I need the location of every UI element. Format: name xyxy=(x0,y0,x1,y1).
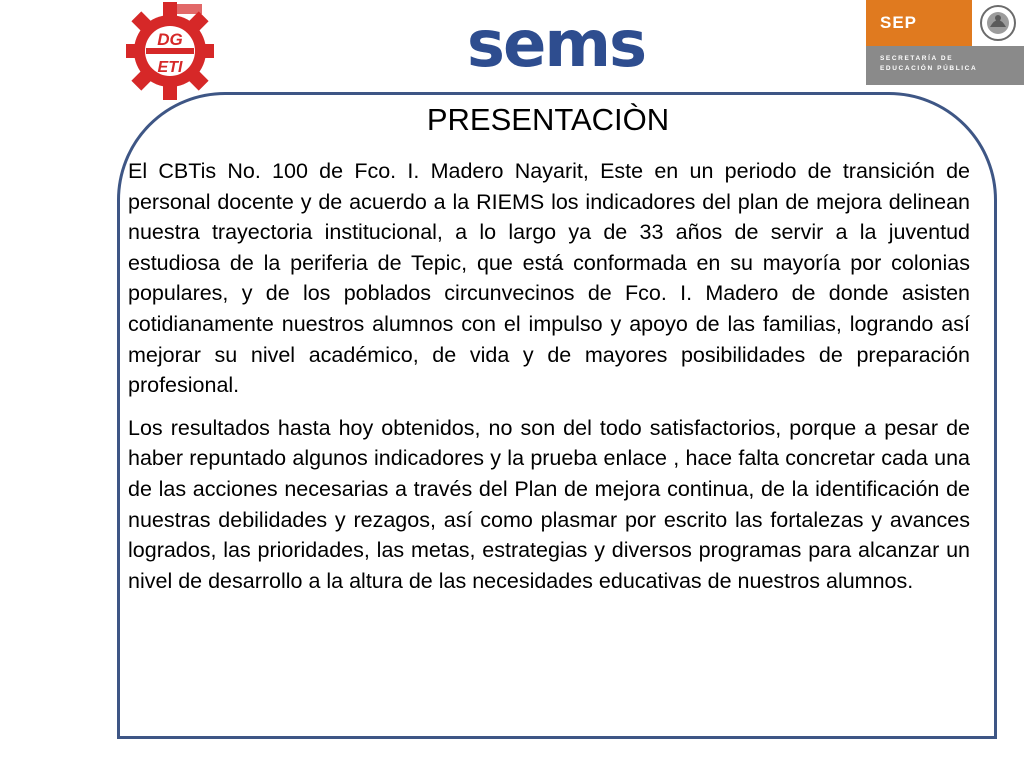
slide-body xyxy=(128,156,970,596)
sep-name-line1: SECRETARÍA DE xyxy=(880,55,954,62)
dgeti-gear-logo-icon xyxy=(120,0,218,102)
sep-logo-top xyxy=(866,0,1024,46)
sep-logo-word: SEP xyxy=(866,0,972,46)
body-paragraph-1: El CBTis No. 100 de Fco. I. Madero Nayarit, Este en un periodo de transición de personal docente y de acuerdo a la RIEMS los indicadores del plan de mejora delinean nuestra trayectoria institucional, a lo largo ya de 33 años de servir a la juventud estudiosa de la periferia de Tepic, que está conformada en su mayoría por colonias populares, y de los poblados circunvecinos de Fco. I. Madero de donde asisten cotidianamente nuestros alumnos con el impulso y apoyo de las familias, logrando así mejorar su nivel académico, de vida y de mayores posibilidades de preparación profesional. xyxy=(128,159,970,398)
dgeti-top-text: DG xyxy=(157,30,183,49)
sep-name-line2: EDUCACIÓN PÚBLICA xyxy=(880,65,978,72)
sep-logo xyxy=(866,0,1024,85)
body-paragraph-2: Los resultados hasta hoy obtenidos, no son del todo satisfactorios, porque a pesar de haber repuntado algunos indicadores y la prueba enlace , hace falta concretar cada una de las acciones necesarias a través del Plan de mejora continua, de la identificación de nuestras debilidades y rezagos, así como plasmar por escrito las fortalezas y avances logrados, las prioridades, las metas, estrategias y diversos programas para alcanzar un nivel de desarrollo a la altura de las necesidades educativas de nuestros alumnos. xyxy=(128,415,970,593)
sems-logo-text: sems xyxy=(466,16,646,78)
mexican-eagle-shield-icon xyxy=(972,0,1024,46)
dgeti-bottom-text: ETI xyxy=(157,59,183,76)
sep-logo-name xyxy=(880,54,1020,74)
sems-logo-icon xyxy=(462,16,650,78)
slide-title: PRESENTACIÒN xyxy=(426,102,670,137)
